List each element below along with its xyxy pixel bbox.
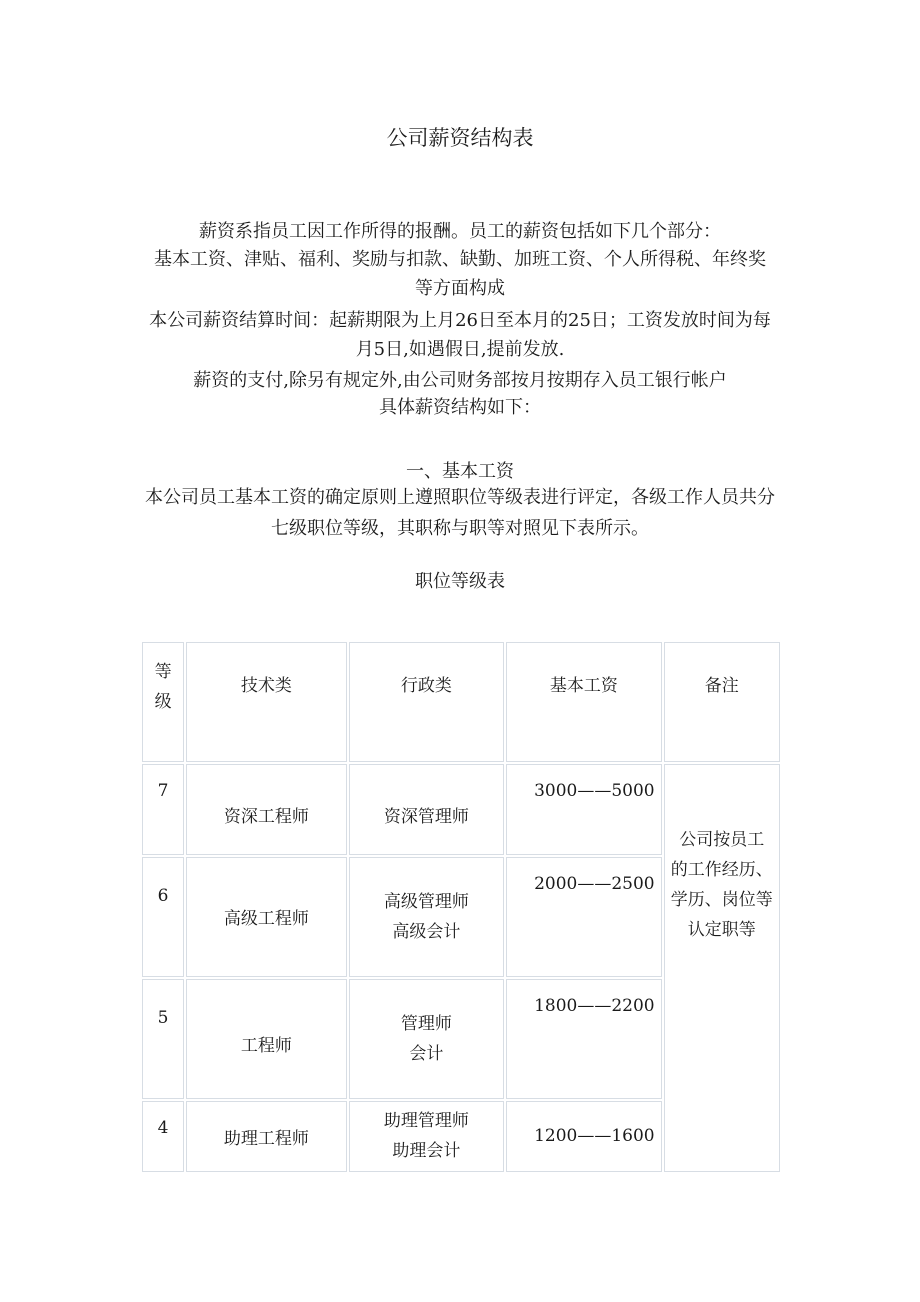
intro-line-7: 具体薪资结构如下： bbox=[379, 397, 541, 418]
row-tech-text: 工程师 bbox=[240, 1036, 292, 1057]
header-salary bbox=[506, 642, 661, 762]
page-title: 公司薪资结构表 bbox=[386, 126, 534, 150]
header-note-text: 备注 bbox=[704, 676, 739, 696]
note-line-2: 的工作经历、 bbox=[670, 860, 773, 881]
row-tech bbox=[186, 1101, 347, 1172]
note-line-3: 学历、岗位等 bbox=[670, 890, 773, 911]
intro-line-1: 薪资系指员工因工作所得的报酬。员工的薪资包括如下几个部分： bbox=[199, 221, 721, 242]
note-cell bbox=[664, 764, 780, 1172]
row-salary-text: 3000——5000 bbox=[534, 781, 655, 802]
intro-line-5: 月5日,如遇假日,提前发放. bbox=[355, 339, 565, 360]
row-tech bbox=[186, 979, 347, 1099]
row-tech-text: 高级工程师 bbox=[223, 909, 309, 930]
row-admin bbox=[349, 857, 504, 977]
header-note bbox=[664, 642, 780, 762]
row-level-text: 5 bbox=[157, 1007, 169, 1028]
header-admin-text: 行政类 bbox=[400, 676, 452, 696]
header-admin bbox=[349, 642, 504, 762]
section-desc-line-1: 本公司员工基本工资的确定原则上遵照职位等级表进行评定，各级工作人员共分 bbox=[145, 487, 775, 508]
row-salary bbox=[506, 857, 661, 977]
row-admin bbox=[349, 1101, 504, 1172]
row-admin-text-1: 助理管理师 bbox=[383, 1111, 469, 1132]
intro-line-3: 等方面构成 bbox=[415, 278, 505, 299]
table-row bbox=[142, 764, 780, 855]
row-salary-text: 1200——1600 bbox=[534, 1126, 655, 1147]
header-level bbox=[142, 642, 184, 762]
row-level-text: 6 bbox=[157, 885, 169, 906]
header-tech bbox=[186, 642, 347, 762]
row-admin-text-2: 助理会计 bbox=[392, 1141, 461, 1162]
header-level-char-2: 级 bbox=[154, 692, 172, 712]
row-admin-text-2: 高级会计 bbox=[392, 921, 461, 942]
row-salary-text: 1800——2200 bbox=[534, 995, 655, 1016]
row-level bbox=[142, 1101, 184, 1172]
intro-line-4: 本公司薪资结算时间：起薪期限为上月26日至本月的25日；工资发放时间为每 bbox=[149, 310, 771, 331]
row-tech-text: 助理工程师 bbox=[223, 1128, 309, 1149]
section-desc-line-2: 七级职位等级，其职称与职等对照见下表所示。 bbox=[271, 518, 649, 539]
row-salary bbox=[506, 979, 661, 1099]
row-salary bbox=[506, 764, 661, 855]
row-admin bbox=[349, 979, 504, 1099]
row-admin-text-1: 高级管理师 bbox=[383, 891, 469, 912]
row-tech-text: 资深工程师 bbox=[223, 806, 309, 827]
row-level bbox=[142, 979, 184, 1099]
row-admin-text-1: 管理师 bbox=[400, 1013, 452, 1034]
intro-line-6: 薪资的支付,除另有规定外,由公司财务部按月按期存入员工银行帐户 bbox=[193, 370, 727, 391]
section-heading: 一、基本工资 bbox=[406, 461, 514, 482]
row-admin-text-2: 会计 bbox=[409, 1043, 444, 1064]
note-line-1: 公司按员工 bbox=[679, 830, 765, 851]
note-line-4: 认定职等 bbox=[687, 920, 756, 941]
row-admin-text: 资深管理师 bbox=[383, 806, 469, 827]
row-level-text: 4 bbox=[157, 1117, 169, 1138]
header-level-char-1: 等 bbox=[154, 662, 172, 682]
row-level bbox=[142, 857, 184, 977]
table-header-row bbox=[142, 642, 780, 762]
header-salary-text: 基本工资 bbox=[549, 676, 618, 696]
header-level-text bbox=[143, 643, 183, 717]
row-admin bbox=[349, 764, 504, 855]
header-tech-text: 技术类 bbox=[240, 676, 292, 696]
table-title: 职位等级表 bbox=[415, 571, 505, 592]
row-level-text: 7 bbox=[157, 781, 169, 802]
row-salary-text: 2000——2500 bbox=[534, 873, 655, 894]
intro-line-2: 基本工资、津贴、福利、奖励与扣款、缺勤、加班工资、个人所得税、年终奖 bbox=[154, 249, 766, 270]
row-salary bbox=[506, 1101, 661, 1172]
grade-table bbox=[140, 640, 782, 1174]
row-level bbox=[142, 764, 184, 855]
row-tech bbox=[186, 764, 347, 855]
row-tech bbox=[186, 857, 347, 977]
